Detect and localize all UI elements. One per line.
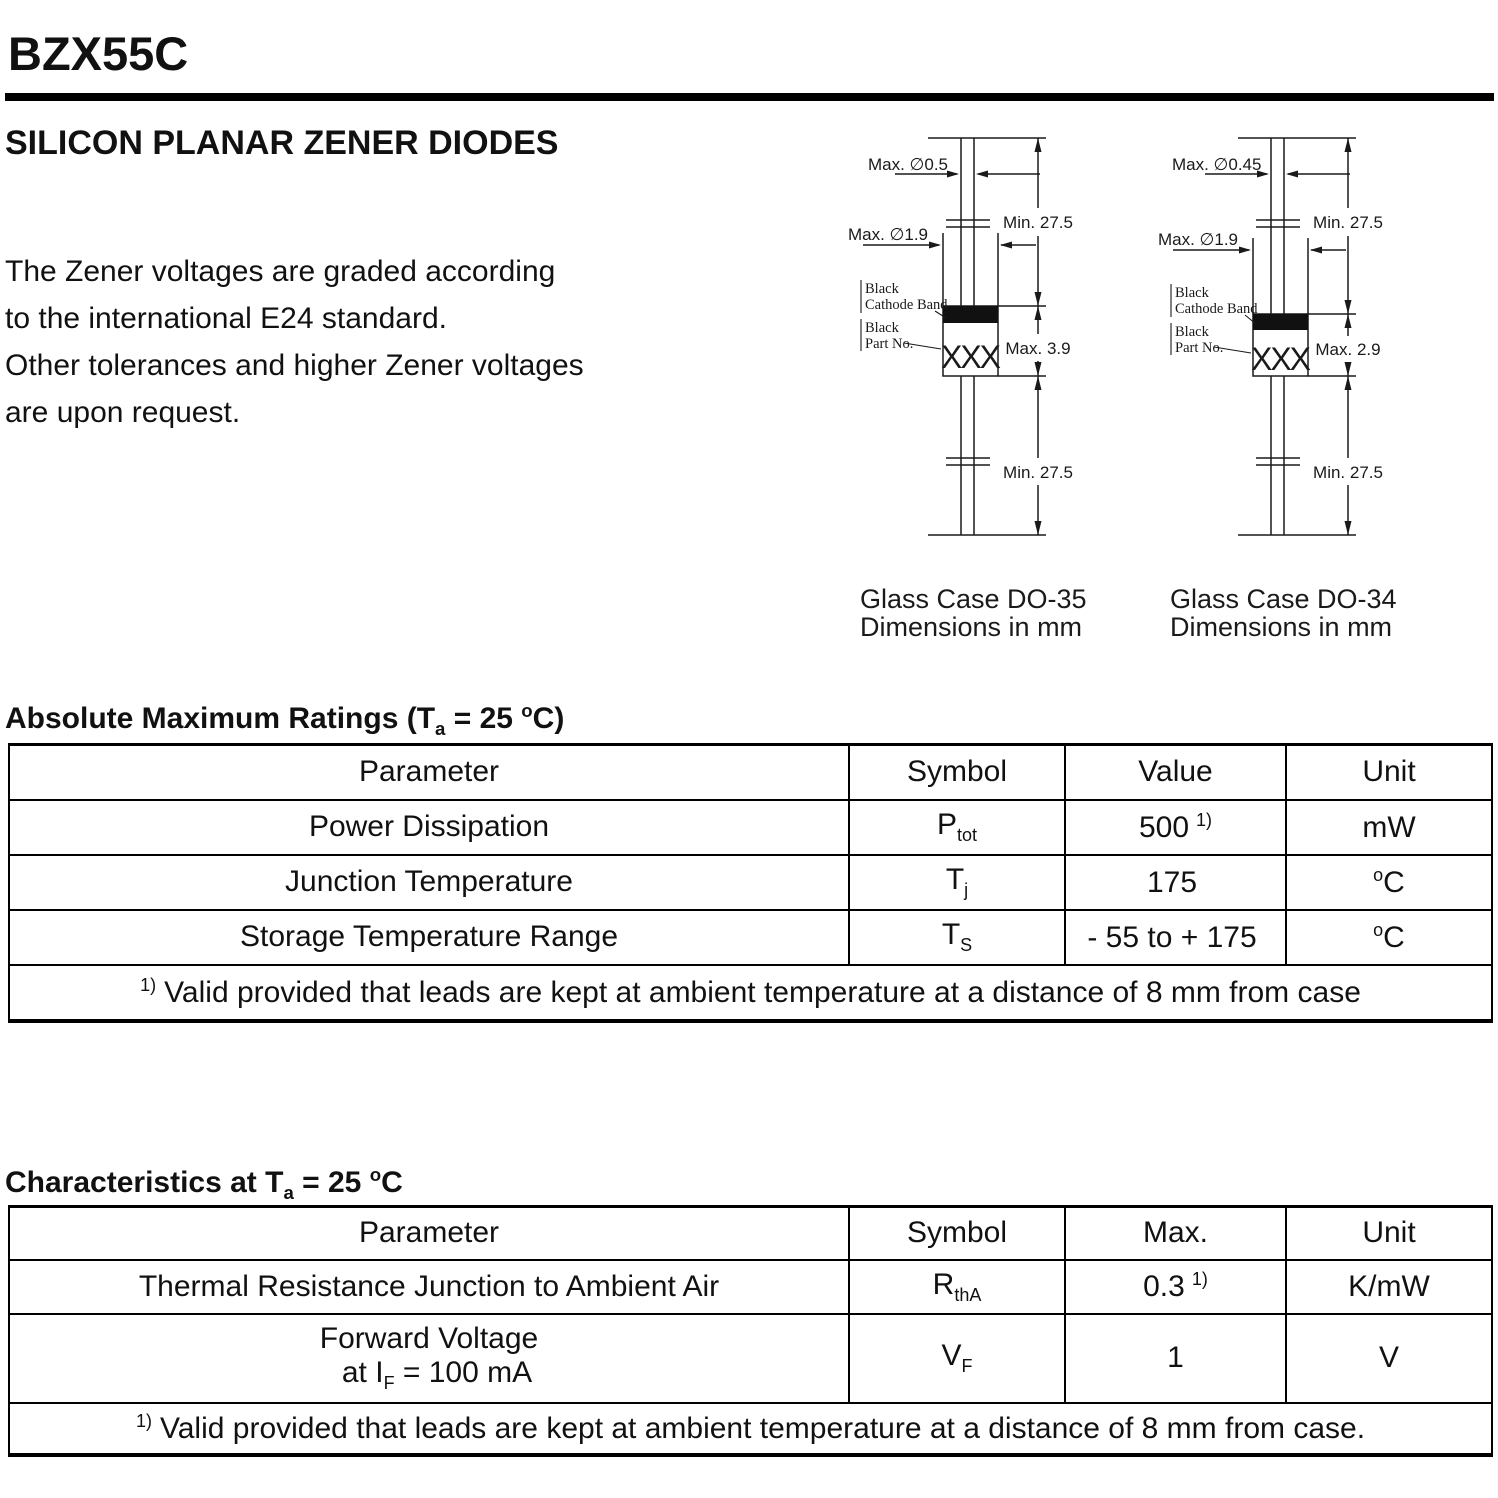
top-lead-length-label: Min. 27.5 bbox=[1003, 213, 1073, 232]
cathode-band-label: Black bbox=[865, 281, 899, 297]
part-no-label: Part No. bbox=[1175, 340, 1224, 356]
col-header-unit: Unit bbox=[1286, 1207, 1492, 1260]
part-marking: XXX bbox=[1250, 341, 1310, 377]
intro-line: The Zener voltages are graded according bbox=[5, 255, 556, 288]
cathode-band-label: Cathode Band bbox=[865, 297, 948, 313]
unit-cell: $^o$C bbox=[1286, 910, 1492, 965]
cathode-band-label: Black bbox=[1175, 285, 1209, 301]
cathode-band bbox=[1253, 314, 1308, 330]
col-header-max: Max. bbox=[1065, 1207, 1286, 1260]
part-no-label: Black bbox=[865, 320, 899, 336]
col-header-value: Value bbox=[1065, 745, 1286, 800]
bottom-lead-length-label: Min. 27.5 bbox=[1313, 463, 1383, 482]
page-title: BZX55C bbox=[8, 27, 189, 80]
part-no-label: Part No. bbox=[865, 336, 914, 352]
case-caption: Glass Case DO-35 bbox=[860, 584, 1087, 614]
table-header-row bbox=[9, 1207, 1492, 1260]
part-no-label: Black bbox=[1175, 324, 1209, 340]
value-cell: 175 bbox=[1065, 855, 1286, 910]
unit-cell: $^o$C bbox=[1286, 855, 1492, 910]
package-diagram-do35 bbox=[840, 128, 1100, 643]
intro-paragraph bbox=[5, 248, 584, 436]
ratings-heading: Absolute Maximum Ratings ($T_a = 25$ $^o$C) bbox=[5, 700, 565, 739]
bottom-lead-length-label: Min. 27.5 bbox=[1003, 463, 1073, 482]
cathode-band bbox=[943, 306, 998, 323]
unit-cell: mW bbox=[1286, 800, 1492, 855]
body-diameter-label: Max. ∅1.9 bbox=[1158, 230, 1239, 249]
col-header-symbol: Symbol bbox=[849, 1207, 1065, 1260]
value-cell: 500 $^{1)}$ bbox=[1065, 800, 1286, 855]
case-caption: Dimensions in mm bbox=[860, 612, 1083, 642]
parameter-cell: Forward Voltage at $I_F = 100$ mA bbox=[9, 1314, 849, 1403]
title-rule bbox=[5, 93, 1494, 101]
do34-drawing bbox=[1150, 128, 1410, 643]
col-header-symbol: Symbol bbox=[849, 745, 1065, 800]
table-header-row bbox=[9, 745, 1492, 800]
footnote-row bbox=[9, 965, 1492, 1021]
table-row bbox=[9, 855, 1492, 910]
body-length-label: Max. 3.9 bbox=[1005, 339, 1071, 358]
body-length-label: Max. 2.9 bbox=[1315, 340, 1381, 359]
unit-cell: K/mW bbox=[1286, 1260, 1492, 1314]
case-caption: Glass Case DO-34 bbox=[1170, 584, 1397, 614]
table-row bbox=[9, 910, 1492, 965]
max-cell: 1 bbox=[1065, 1314, 1286, 1403]
body-diameter-label: Max. ∅1.9 bbox=[848, 225, 929, 244]
intro-line: Other tolerances and higher Zener voltages bbox=[5, 349, 584, 382]
symbol-cell: $V_F$ bbox=[849, 1314, 1065, 1403]
footnote-row bbox=[9, 1403, 1492, 1455]
lead-diameter-label: Max. ∅0.45 bbox=[1172, 155, 1262, 174]
col-header-parameter: Parameter bbox=[9, 745, 849, 800]
top-lead-length-label: Min. 27.5 bbox=[1313, 213, 1383, 232]
characteristics-heading: Characteristics at $T_a = 25$ $^o$C bbox=[5, 1164, 403, 1203]
case-caption: Dimensions in mm bbox=[1170, 612, 1393, 642]
do35-drawing bbox=[840, 128, 1100, 643]
value-cell: - 55 to + 175 bbox=[1065, 910, 1286, 965]
symbol-cell: $T_j$ bbox=[849, 855, 1065, 910]
col-header-parameter: Parameter bbox=[9, 1207, 849, 1260]
footnote: $^{1)}$ Valid provided that leads are kept at ambient temperature at a distance of 8 mm from case. bbox=[9, 1403, 1492, 1455]
package-diagram-do34 bbox=[1150, 128, 1410, 643]
parameter-cell: Junction Temperature bbox=[9, 855, 849, 910]
footnote: $^{1)}$ Valid provided that leads are kept at ambient temperature at a distance of 8 mm from case bbox=[9, 965, 1492, 1021]
parameter-cell: Storage Temperature Range bbox=[9, 910, 849, 965]
subtitle: SILICON PLANAR ZENER DIODES bbox=[5, 124, 559, 162]
symbol-cell: $R_{thA}$ bbox=[849, 1260, 1065, 1314]
intro-line: are upon request. bbox=[5, 396, 241, 429]
unit-cell: V bbox=[1286, 1314, 1492, 1403]
table-row bbox=[9, 1260, 1492, 1314]
intro-line: to the international E24 standard. bbox=[5, 302, 447, 335]
symbol-cell: $T_S$ bbox=[849, 910, 1065, 965]
lead-diameter-label: Max. ∅0.5 bbox=[868, 155, 949, 174]
max-cell: 0.3 $^{1)}$ bbox=[1065, 1260, 1286, 1314]
table-row bbox=[9, 1314, 1492, 1403]
symbol-cell: $P_{tot}$ bbox=[849, 800, 1065, 855]
parameter-cell: Thermal Resistance Junction to Ambient Air bbox=[9, 1260, 849, 1314]
col-header-unit: Unit bbox=[1286, 745, 1492, 800]
characteristics-table bbox=[8, 1205, 1493, 1457]
ratings-table bbox=[8, 743, 1493, 1023]
table-row bbox=[9, 800, 1492, 855]
cathode-band-label: Cathode Band bbox=[1175, 301, 1258, 317]
part-marking: XXX bbox=[940, 339, 1000, 375]
parameter-cell: Power Dissipation bbox=[9, 800, 849, 855]
